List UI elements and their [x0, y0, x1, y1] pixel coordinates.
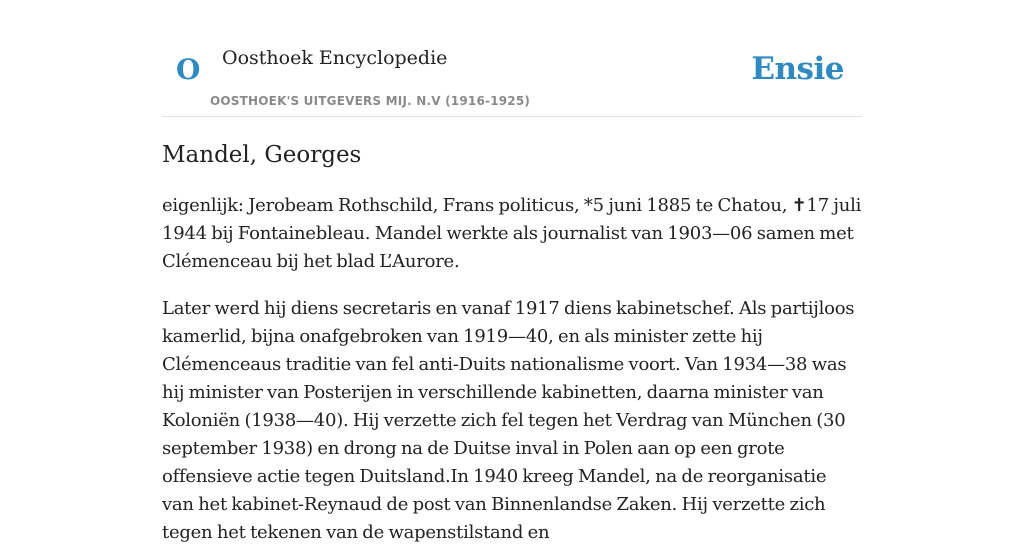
- site-title[interactable]: Oosthoek Encyclopedie: [222, 47, 448, 69]
- article-title: Mandel, Georges: [162, 142, 362, 168]
- article: [162, 138, 862, 547]
- ensie-logo[interactable]: Ensie: [751, 51, 844, 87]
- article-paragraph: eigenlijk: Jerobeam Rothschild, Frans politicus, *5 juni 1885 te Chatou, ✝17 juli 1944 bij Fontainebleau. Mandel werkte als journalist van 1903—06 samen met Clémenceau bij het blad L’Aurore.: [162, 195, 862, 272]
- article-paragraph: Later werd hij diens secretaris en vanaf 1917 diens kabinetschef. Als partijloos kamerlid, bijna onafgebroken van 1919—40, en als minister zette hij Clémenceaus traditie van fel anti-Duits nationalisme voort. Van 1934—38 was hij minister van Posterijen in verschillende kabinetten, daarna minister van Koloniën (1938—40). Hij verzette zich fel tegen het Verdrag van München (30 september 1938) en drong na de Duitse inval in Polen aan op een grote offensieve actie tegen Duitsland.In 1940 kreeg Mandel, na de reorganisatie van het kabinet-Reynaud de post van Binnenlandse Zaken. Hij verzette zich tegen het tekenen van de wapenstilstand en: [162, 298, 855, 543]
- oosthoek-logo[interactable]: O: [176, 53, 201, 86]
- site-header: [162, 0, 862, 117]
- site-subtitle: OOSTHOEK'S UITGEVERS MIJ. N.V (1916-1925): [210, 94, 531, 108]
